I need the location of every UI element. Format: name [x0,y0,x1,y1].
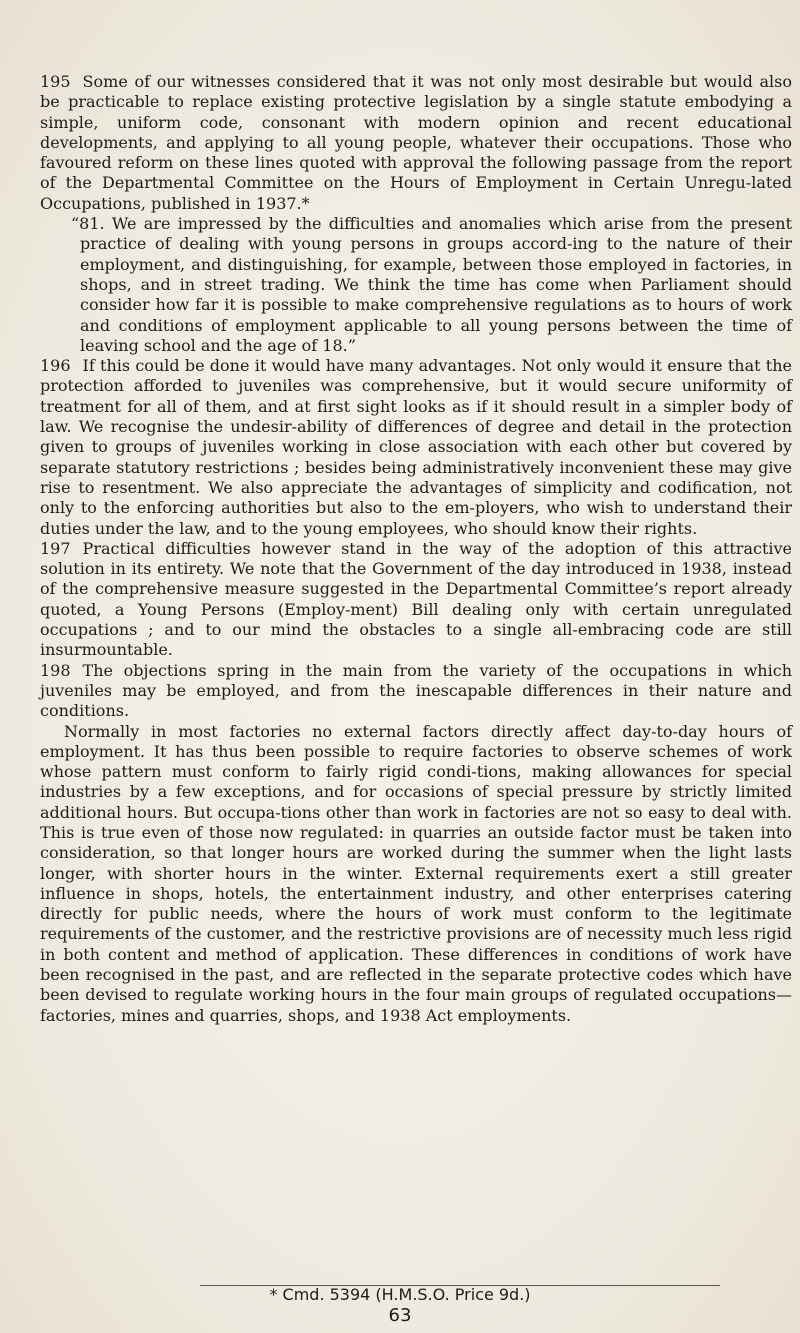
paragraph-number: 198 [40,660,71,680]
paragraph-text: Some of our witnesses considered that it was not only most desirable but would also be practicable to replace existing protective legislation by a single statute embodying a simple, uniform code, consonant with modern opinion and recent educational developments, and applying to all young people, whatever their occupations. Those who favoured reform on these lines quoted with approval the following passage from the report of the Departmental Committee on the Hours of Employment in Certain Unregu-lated Occupations, published in 1937.* [40,72,792,213]
paragraph-number: 196 [40,356,71,376]
page-number: 63 [388,1305,412,1326]
paragraph-195 [40,72,792,214]
paragraph-197 [40,539,792,661]
footnote: * Cmd. 5394 (H.M.S.O. Price 9d.) [269,1285,531,1304]
paragraph-198-continued: Normally in most factories no external factors directly affect day-to-day hours of employment. It has thus been possible to require factories to observe schemes of work whose pattern must conform to fairly rigid condi-tions, making allowances for special industries by a few exceptions, and for occasions of special pressure by strictly limited additional hours. But occupa-tions other than work in factories are not so easy to deal with. This is true even of those now regulated: in quarries an outside factor must be taken into consideration, so that longer hours are worked during the summer when the light lasts longer, with shorter hours in the winter. External requirements exert a still greater influence in shops, hotels, the entertainment industry, and other enterprises catering directly for public needs, where the hours of work must conform to the legitimate requirements of the customer, and the restrictive provisions are of necessity much less rigid in both content and method of application. These differences in conditions of work have been recognised in the past, and are reflected in the separate protective codes which have been devised to regulate working hours in the four main groups of regulated occupations—factories, mines and quarries, shops, and 1938 Act employments. [40,721,792,1025]
paragraph-198 [40,661,792,722]
body-text [40,72,792,1026]
paragraph-number: 197 [40,538,71,558]
quoted-passage: “81. We are impressed by the difficulties and anomalies which arise from the present practice of dealing with young persons in groups accord-ing to the nature of their employment, and distinguishing, for example, between those employed in factories, in shops, and in street trading. We think the time has come when Parliament should consider how far it is possible to make comprehensive regulations as to hours of work and conditions of employment applicable to all young persons between the time of leaving school and the age of 18.” [71,214,792,355]
paragraph-196 [40,356,792,539]
paragraph-text: If this could be done it would have many advantages. Not only would it ensure that the protection afforded to juveniles was comprehensive, but it would secure uniformity of treatment for all of them, and at first sight looks as if it should result in a simpler body of law. We recognise the undesir-ability of differences of degree and detail in the protection given to groups of juveniles working in close association with each other but covered by separate statutory restrictions ; besides being administratively inconvenient these may give rise to resentment. We also appreciate the advantages of simplicity and codification, not only to the enforcing authorities but also to the em-ployers, who wish to understand their duties under the law, and to the young employees, who should know their rights. [40,356,792,538]
paragraph-text: The objections spring in the main from the variety of the occupations in which juveniles may be employed, and from the inescapable differences in their nature and conditions. [40,660,792,721]
paragraph-text: Practical difficulties however stand in the way of the adoption of this attractive solution in its entirety. We note that the Government of the day introduced in 1938, instead of the comprehensive measure suggested in the Departmental Committee’s report already quoted, a Young Persons (Employ-ment) Bill dealing only with certain unregulated occupations ; and to our mind the obstacles to a single all-embracing code are still insurmountable. [40,538,792,660]
paragraph-number: 195 [40,72,71,91]
